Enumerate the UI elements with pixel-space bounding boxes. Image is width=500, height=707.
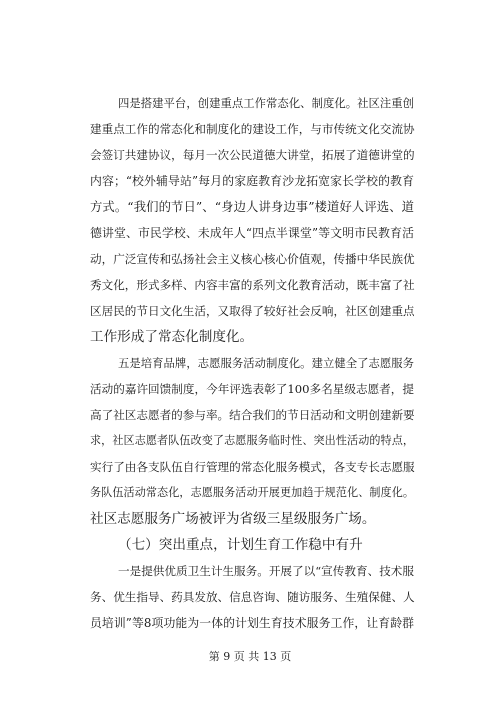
page-footer: 第 9 页 共 13 页 xyxy=(208,650,292,663)
paragraph-5-line-2: 活动的嘉许回馈制度，今年评选表彰了100多名星级志愿者，提 xyxy=(90,382,414,396)
paragraph-4-line-6: 德讲堂、市民学校、未成年人“四点半课堂”等文明市民教育活 xyxy=(90,226,414,240)
paragraph-4-line-1: 四是搭建平台，创建重点工作常态化、制度化。社区注重创 xyxy=(118,96,414,110)
paragraph-4-line-4: 内容；“校外辅导站”每月的家庭教育沙龙拓宽家长学校的教育 xyxy=(90,174,414,188)
paragraph-5-line-7: 社区志愿服务广场被评为省级三星级服务广场。 xyxy=(90,511,376,527)
paragraph-4-line-5: 方式。“我们的节日”、“身边人讲身边事”楼道好人评选、道 xyxy=(90,200,414,214)
paragraph-4-line-10: 工作形成了常态化制度化。 xyxy=(90,329,254,345)
paragraph-1-line-2: 务、优生指导、药具发放、信息咨询、随访服务、生殖保健、人 xyxy=(90,590,415,604)
paragraph-4-line-7: 动，广泛宣传和弘扬社会主义核心核心价值观，传播中华民族优 xyxy=(90,252,415,266)
paragraph-5-line-1: 五是培育品牌，志愿服务活动制度化。建立健全了志愿服务 xyxy=(118,356,414,370)
paragraph-5-line-3: 高了社区志愿者的参与率。结合我们的节日活动和文明创建新要 xyxy=(90,408,415,422)
paragraph-4-line-3: 会签订共建协议，每月一次公民道德大讲堂，拓展了道德讲堂的 xyxy=(90,148,415,162)
paragraph-5-line-6: 务队伍活动常态化，志愿服务活动开展更加趋于规范化、制度化。 xyxy=(90,486,414,499)
paragraph-1-line-3: 员培训”等8项功能为一体的计划生育技术服务工作，让育龄群 xyxy=(90,616,414,630)
paragraph-4-line-8: 秀文化，形式多样、内容丰富的系列文化教育活动，既丰富了社 xyxy=(90,278,415,292)
paragraph-1-line-1: 一是提供优质卫生计生服务。开展了以“宣传教育、技术服 xyxy=(118,564,414,578)
paragraph-5-line-5: 实行了由各支队伍自行管理的常态化服务模式，各支专长志愿服 xyxy=(90,460,415,474)
paragraph-4-line-2: 建重点工作的常态化和制度化的建设工作，与市传统文化交流协 xyxy=(90,122,415,136)
section-heading: （七）突出重点，计划生育工作稳中有升 xyxy=(118,537,363,553)
paragraph-4-line-9: 区居民的节日文化生活，又取得了较好社会反响，社区创建重点 xyxy=(90,304,415,318)
paragraph-5-line-4: 求，社区志愿者队伍改变了志愿服务临时性、突出性活动的特点， xyxy=(90,434,414,447)
